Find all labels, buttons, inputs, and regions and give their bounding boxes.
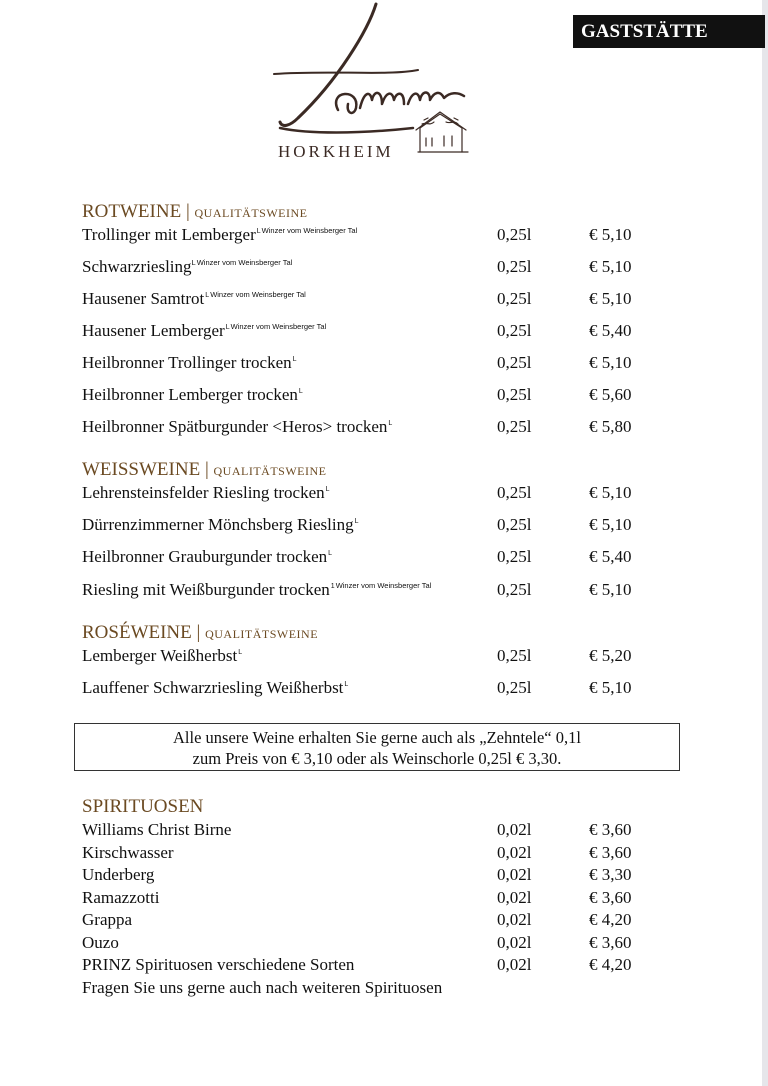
spirits-footer-note: Fragen Sie uns gerne auch nach weiteren Spirituosen <box>82 978 443 997</box>
spirit-volume: 0,02l <box>497 888 532 907</box>
spirit-volume: 0,02l <box>497 820 532 839</box>
spirit-row <box>82 843 682 865</box>
wine-row <box>82 289 682 311</box>
wine-price: € 5,10 <box>589 353 632 372</box>
wine-volume: 0,25l <box>497 289 532 308</box>
section-title: ROSÉWEINE <box>82 622 192 643</box>
wine-name: Riesling mit Weißburgunder trocken$^{1Winzer vom Weinsberger Tal}$ <box>82 580 432 599</box>
wine-row <box>82 678 682 700</box>
wine-volume: 0,25l <box>497 257 532 276</box>
wine-name: Schwarzriesling$^{LWinzer vom Weinsberger Tal}$ <box>82 257 293 276</box>
wine-price: € 5,10 <box>589 678 632 697</box>
spirit-name: Ouzo <box>82 933 119 952</box>
spirit-name: Williams Christ Birne <box>82 820 232 839</box>
section-title: ROTWEINE <box>82 201 182 222</box>
wine-row <box>82 515 682 537</box>
wine-row <box>82 225 682 247</box>
spirit-row <box>82 955 682 977</box>
spirit-price: € 4,20 <box>589 955 632 974</box>
wine-name: Heilbronner Spätburgunder <Heros> trocken$^L$ <box>82 417 393 436</box>
section-heading-spirituosen <box>82 796 203 818</box>
wine-name: Heilbronner Trollinger trocken$^L$ <box>82 353 297 372</box>
wine-row <box>82 417 682 439</box>
section-title: WEISSWEINE <box>82 459 201 480</box>
spirit-price: € 4,20 <box>589 910 632 929</box>
info-line: zum Preis von € 3,10 oder als Weinschorle 0,25l € 3,30. <box>192 749 562 768</box>
spirit-row <box>82 910 682 932</box>
section-subtitle: QUALITÄTSWEINE <box>205 627 319 641</box>
wine-row <box>82 385 682 407</box>
wine-name: Lemberger Weißherbst$^L$ <box>82 646 243 665</box>
wine-price: € 5,80 <box>589 417 632 436</box>
wine-name: Heilbronner Lemberger trocken$^L$ <box>82 385 303 404</box>
wine-row <box>82 646 682 668</box>
wine-name: Hausener Samtrot$^{LWinzer vom Weinsberger Tal}$ <box>82 289 306 308</box>
wine-price: € 5,10 <box>589 257 632 276</box>
spirit-volume: 0,02l <box>497 843 532 862</box>
wine-volume: 0,25l <box>497 483 532 502</box>
wine-name: Hausener Lemberger$^{LWinzer vom Weinsberger Tal}$ <box>82 321 327 340</box>
wine-name: Trollinger mit Lemberger$^{LWinzer vom Weinsberger Tal}$ <box>82 225 358 244</box>
wine-volume: 0,25l <box>497 353 532 372</box>
wine-row <box>82 547 682 569</box>
lamm-logo <box>268 0 478 165</box>
section-heading-weissweine <box>82 459 327 481</box>
wine-price: € 5,10 <box>589 289 632 308</box>
spirit-price: € 3,60 <box>589 888 632 907</box>
wine-name: Lehrensteinsfelder Riesling trocken$^L$ <box>82 483 330 502</box>
logo-location: HORKHEIM <box>278 142 394 161</box>
wine-price: € 5,40 <box>589 547 632 566</box>
wine-row <box>82 257 682 279</box>
wine-row <box>82 580 682 602</box>
spirit-price: € 3,60 <box>589 820 632 839</box>
wine-volume: 0,25l <box>497 646 532 665</box>
wine-name: Heilbronner Grauburgunder trocken$^L$ <box>82 547 333 566</box>
wine-row <box>82 321 682 343</box>
spirit-volume: 0,02l <box>497 910 532 929</box>
wine-price: € 5,10 <box>589 483 632 502</box>
spirit-name: Kirschwasser <box>82 843 174 862</box>
spirit-price: € 3,60 <box>589 933 632 952</box>
wine-price: € 5,40 <box>589 321 632 340</box>
spirit-name: Ramazzotti <box>82 888 160 907</box>
wine-volume: 0,25l <box>497 417 532 436</box>
wine-volume: 0,25l <box>497 580 532 599</box>
spirit-volume: 0,02l <box>497 955 532 974</box>
zehntele-info-box <box>74 723 680 771</box>
wine-name: Lauffener Schwarzriesling Weißherbst$^L$ <box>82 678 349 697</box>
wine-volume: 0,25l <box>497 321 532 340</box>
spirit-name: Underberg <box>82 865 155 884</box>
spirit-row <box>82 820 682 842</box>
spirit-name: Grappa <box>82 910 133 929</box>
wine-price: € 5,60 <box>589 385 632 404</box>
wine-row <box>82 483 682 505</box>
spirit-price: € 3,30 <box>589 865 632 884</box>
section-heading-roseweine <box>82 622 318 644</box>
section-subtitle: QUALITÄTSWEINE <box>194 206 308 220</box>
wine-volume: 0,25l <box>497 225 532 244</box>
wine-price: € 5,10 <box>589 580 632 599</box>
spirit-volume: 0,02l <box>497 865 532 884</box>
section-separator: | <box>185 201 190 222</box>
spirit-volume: 0,02l <box>497 933 532 952</box>
wine-name: Dürrenzimmerner Mönchsberg Riesling$^L$ <box>82 515 359 534</box>
wine-volume: 0,25l <box>497 678 532 697</box>
wine-row <box>82 353 682 375</box>
wine-volume: 0,25l <box>497 547 532 566</box>
wine-volume: 0,25l <box>497 385 532 404</box>
section-separator: | <box>204 459 209 480</box>
spirit-row <box>82 865 682 887</box>
wine-volume: 0,25l <box>497 515 532 534</box>
section-heading-rotweine <box>82 201 308 223</box>
wine-price: € 5,10 <box>589 515 632 534</box>
wine-price: € 5,10 <box>589 225 632 244</box>
wine-price: € 5,20 <box>589 646 632 665</box>
info-line: Alle unsere Weine erhalten Sie gerne auch als „Zehntele“ 0,1l <box>173 728 581 747</box>
section-subtitle: QUALITÄTSWEINE <box>213 464 327 478</box>
section-title: SPIRITUOSEN <box>82 796 204 817</box>
spirit-row <box>82 933 682 955</box>
page-edge <box>762 0 768 1086</box>
spirit-row <box>82 888 682 910</box>
gaststaette-badge: GASTSTÄTTE <box>573 15 765 48</box>
section-separator: | <box>196 622 201 643</box>
spirit-name: PRINZ Spirituosen verschiedene Sorten <box>82 955 355 974</box>
spirit-price: € 3,60 <box>589 843 632 862</box>
